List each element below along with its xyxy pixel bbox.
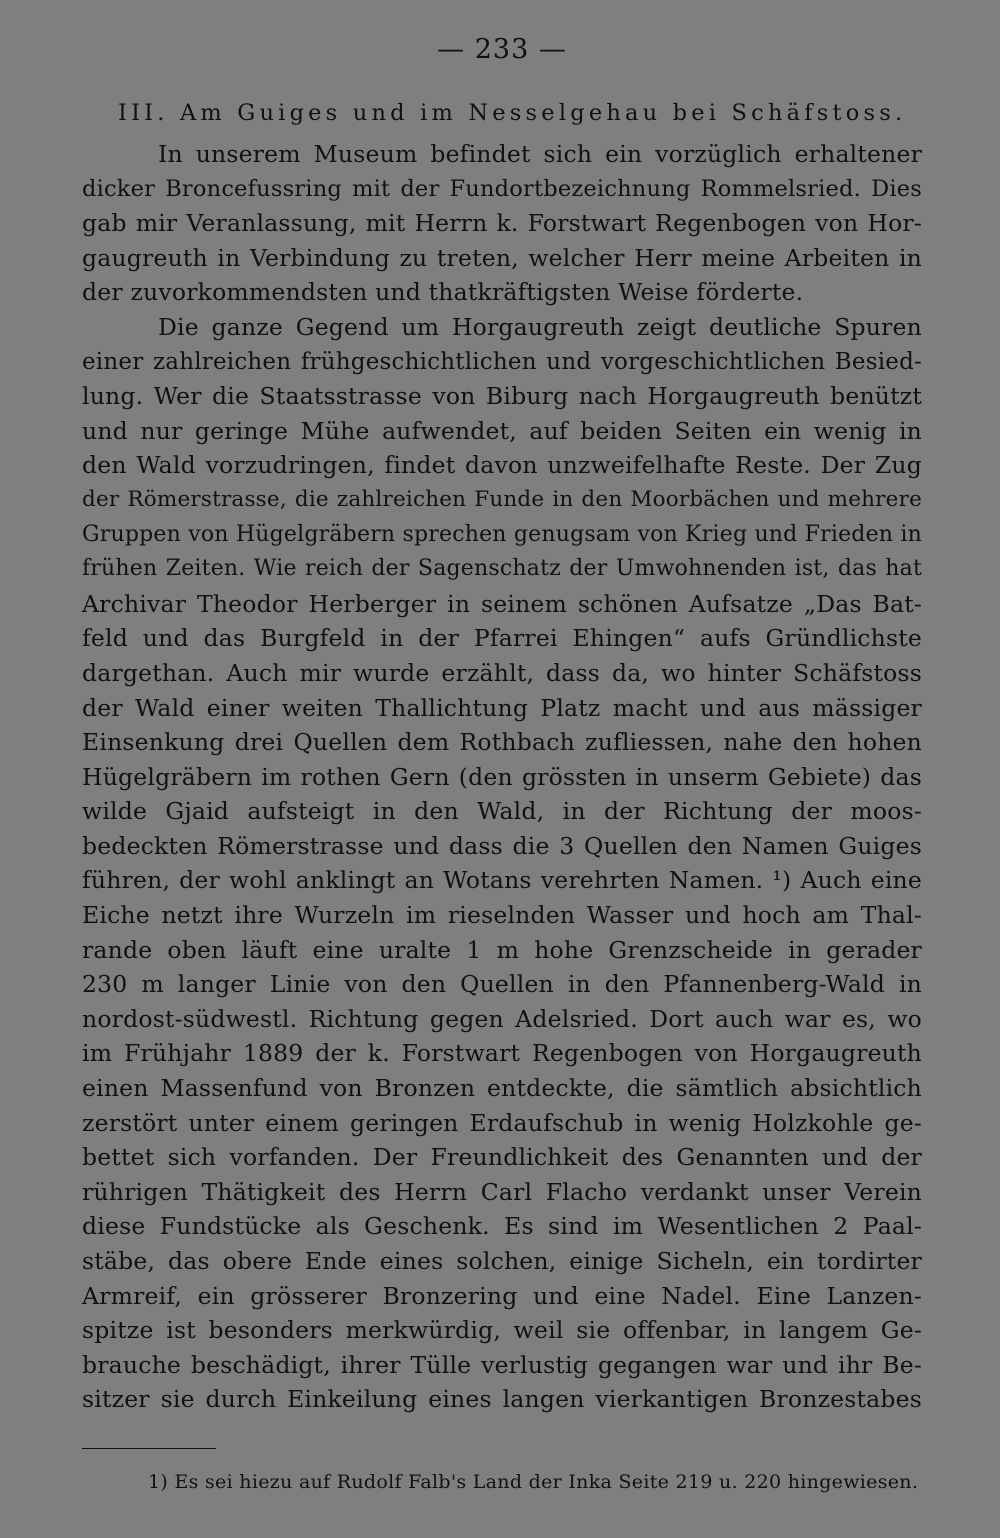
text-line: der zuvorkommendsten und thatkräftigsten Weise förderte.: [82, 278, 804, 307]
text-line: brauche beschädigt, ihrer Tülle verlustig gegangen war und ihr Be-: [82, 1350, 922, 1379]
text-line: sitzer sie durch Einkeilung eines langen vierkantigen Bronzestabes: [82, 1385, 922, 1414]
page-number: — 233 —: [437, 34, 567, 65]
text-line: rande oben läuft eine uralte 1 m hohe Grenzscheide in gerader: [82, 935, 922, 964]
text-line: wilde Gjaid aufsteigt in den Wald, in der Richtung der moos-: [82, 797, 922, 826]
text-line: Die ganze Gegend um Horgaugreuth zeigt deutliche Spuren: [158, 312, 922, 341]
text-line: gab mir Veranlassung, mit Herrn k. Forstwart Regenbogen von Hor-: [82, 209, 922, 238]
text-line: den Wald vorzudringen, findet davon unzweifelhafte Reste. Der Zug: [82, 451, 922, 480]
footnote-divider: [82, 1448, 216, 1449]
text-line: feld und das Burgfeld in der Pfarrei Ehingen“ aufs Gründlichste: [82, 624, 922, 653]
text-line: zerstört unter einem geringen Erdaufschub in wenig Holzkohle ge-: [82, 1108, 922, 1137]
text-line: In unserem Museum befindet sich ein vorzüglich erhaltener: [158, 140, 922, 168]
text-line: Einsenkung drei Quellen dem Rothbach zufliessen, nahe den hohen: [82, 728, 922, 757]
section-heading: III. Am Guiges und im Nesselgehau bei Schäfstoss.: [118, 100, 907, 126]
text-line: nordost-südwestl. Richtung gegen Adelsried. Dort auch war es, wo: [82, 1004, 922, 1033]
text-line: Armreif, ein grösserer Bronzering und eine Nadel. Eine Lanzen-: [82, 1281, 922, 1310]
text-line: dargethan. Auch mir wurde erzählt, dass da, wo hinter Schäfstoss: [82, 658, 922, 687]
text-line: einer zahlreichen frühgeschichtlichen und vorgeschichtlichen Besied-: [82, 348, 922, 375]
text-line: rührigen Thätigkeit des Herrn Carl Flacho verdankt unser Verein: [82, 1177, 922, 1206]
text-line: und nur geringe Mühe aufwendet, auf beiden Seiten ein wenig in: [82, 416, 922, 445]
text-line: einen Massenfund von Bronzen entdeckte, die sämtlich absichtlich: [82, 1074, 922, 1103]
text-line: bettet sich vorfanden. Der Freundlichkeit des Genannten und der: [82, 1143, 922, 1172]
text-line: der Römerstrasse, die zahlreichen Funde in den Moorbächen und mehrere: [82, 486, 922, 512]
text-line: Eiche netzt ihre Wurzeln im rieselnden Wasser und hoch am Thal-: [82, 901, 922, 930]
text-line: lung. Wer die Staatsstrasse von Biburg nach Horgaugreuth benützt: [82, 382, 922, 411]
text-line: spitze ist besonders merkwürdig, weil sie offenbar, in langem Ge-: [82, 1316, 922, 1345]
book-page: [82, 28, 922, 1508]
text-line: führen, der wohl anklingt an Wotans verehrten Namen. ¹) Auch eine: [82, 866, 922, 895]
text-line: der Wald einer weiten Thallichtung Platz macht und aus mässiger: [82, 693, 922, 722]
text-line: gaugreuth in Verbindung zu treten, welcher Herr meine Arbeiten in: [82, 243, 922, 272]
text-line: Hügelgräbern im rothen Gern (den grössten in unserm Gebiete) das: [82, 762, 922, 791]
text-line: im Frühjahr 1889 der k. Forstwart Regenbogen von Horgaugreuth: [82, 1039, 922, 1068]
text-line: dicker Broncefussring mit der Fundortbezeichnung Rommelsried. Dies: [82, 175, 922, 202]
text-line: bedeckten Römerstrasse und dass die 3 Quellen den Namen Guiges: [82, 831, 922, 860]
text-line: frühen Zeiten. Wie reich der Sagenschatz der Umwohnenden ist, das hat: [82, 556, 922, 582]
text-line: Gruppen von Hügelgräbern sprechen genugsam von Krieg und Frieden in: [82, 521, 922, 547]
body-text: [82, 137, 922, 1417]
text-line: stäbe, das obere Ende eines solchen, einige Sicheln, ein tordirter: [82, 1247, 922, 1275]
footnote: 1) Es sei hiezu auf Rudolf Falb's Land der Inka Seite 219 u. 220 hingewiesen.: [148, 1471, 919, 1493]
text-line: Archivar Theodor Herberger in seinem schönen Aufsatze „Das Bat-: [82, 589, 922, 618]
text-line: 230 m langer Linie von den Quellen in den Pfannenberg-Wald in: [82, 970, 922, 999]
text-line: diese Fundstücke als Geschenk. Es sind im Wesentlichen 2 Paal-: [82, 1212, 922, 1241]
